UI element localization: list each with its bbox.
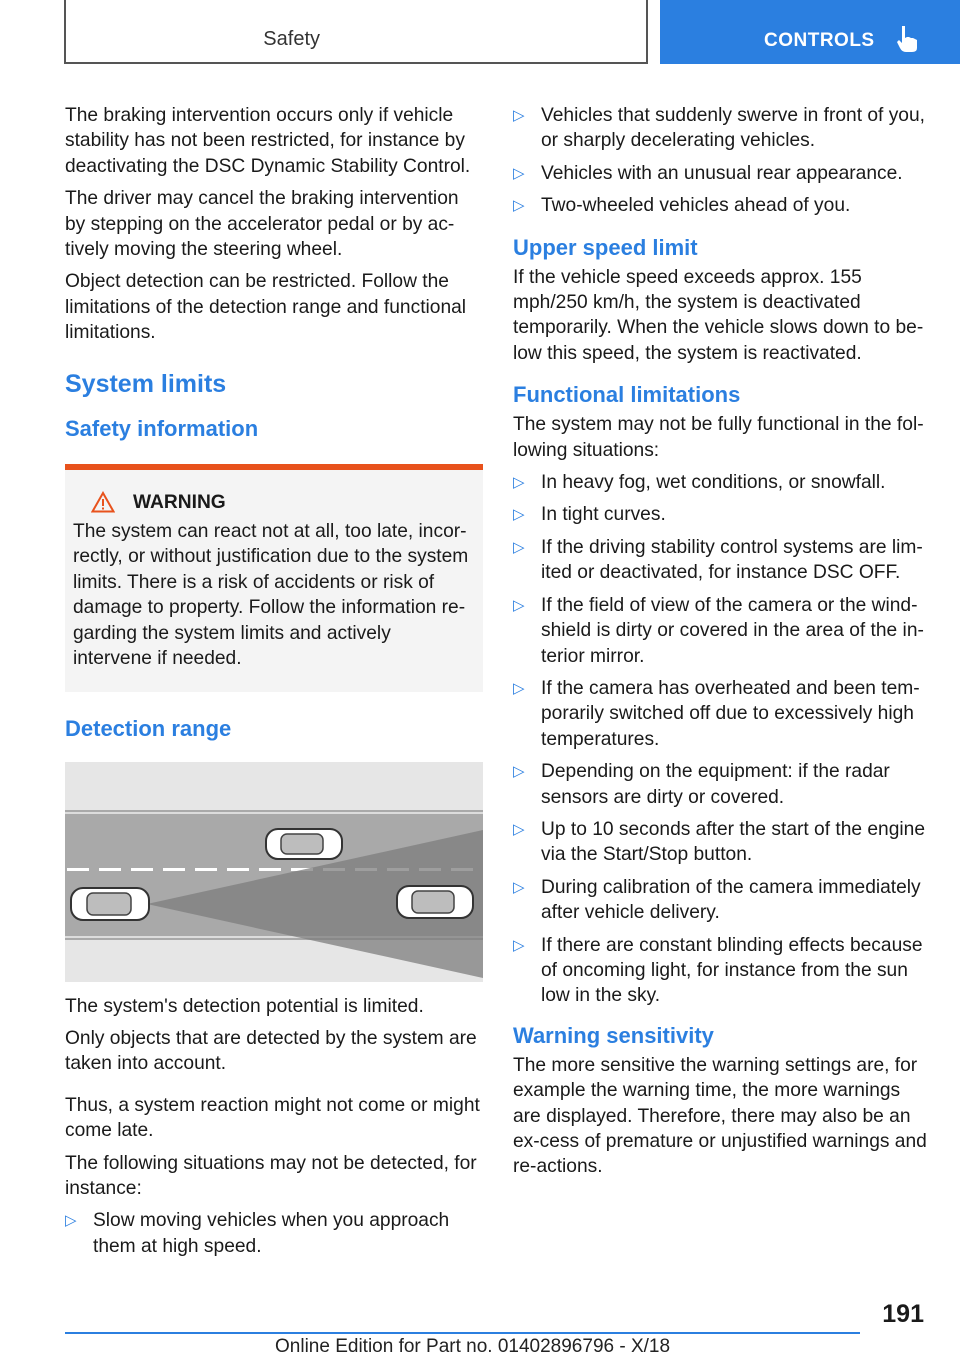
triangle-bullet-icon: ▷ (513, 197, 525, 215)
vehicle-ahead-left-lane (266, 829, 342, 859)
list-item: ▷ Vehicles that suddenly swerve in front of you, or sharply decelerating vehicles. (513, 105, 925, 152)
warning-header (73, 490, 473, 515)
detection-bullet-list (65, 1208, 483, 1259)
intro-paragraph: Object detection can be restricted. Follow the limitations of the detection range and functional limitations. (65, 271, 467, 344)
right-column (513, 103, 931, 1187)
triangle-bullet-icon: ▷ (513, 936, 525, 954)
list-item: ▷ Up to 10 seconds after the start of the engine via the Start/Stop button. (513, 818, 925, 866)
warning-triangle-icon (91, 491, 115, 513)
vehicle-own (71, 888, 149, 920)
vehicle-ahead-same-lane (397, 886, 473, 918)
header-frame (64, 0, 648, 64)
list-item: ▷ If the camera has overheated and been tem-porarily switched off due to excessively high temperatures. (513, 677, 920, 750)
detection-range-diagram (65, 762, 483, 982)
detection-paragraph: The system's detection potential is limited. (65, 995, 424, 1017)
intro-paragraph: The driver may cancel the braking intervention by stepping on the accelerator pedal or by ac-tively moving the steering wheel. (65, 188, 459, 261)
list-item: ▷ Vehicles with an unusual rear appearance. (513, 161, 931, 186)
list-item: ▷ Slow moving vehicles when you approach them at high speed. (65, 1210, 450, 1257)
triangle-bullet-icon: ▷ (513, 763, 525, 781)
warning-text: The system can react not at all, too late, incor-rectly, or without justification due to the system limits. There is a risk of accidents or risk of damage to property. Follow the information re-garding the system limits and actively intervene if needed. (73, 521, 469, 670)
hand-pointing-icon (896, 24, 920, 54)
detection-paragraph: Only objects that are detected by the system are taken into account. (65, 1027, 477, 1075)
triangle-bullet-icon: ▷ (513, 474, 525, 492)
triangle-bullet-icon: ▷ (513, 506, 525, 524)
detection-paragraph: Thus, a system reaction might not come or might come late. (65, 1094, 480, 1142)
footer-edition-text: Online Edition for Part no. 01402896796 - X/18 (275, 1336, 671, 1357)
list-item: ▷ Two-wheeled vehicles ahead of you. (513, 193, 931, 218)
triangle-bullet-icon: ▷ (513, 164, 525, 182)
triangle-bullet-icon: ▷ (513, 107, 525, 124)
detection-paragraph: The following situations may not be detected, for instance: (65, 1152, 477, 1199)
warning-sensitivity-heading: Warning sensitivity (513, 1022, 714, 1048)
list-item: ▷ During calibration of the camera immediately after vehicle delivery. (513, 876, 921, 924)
triangle-bullet-icon: ▷ (513, 538, 525, 556)
functional-limitations-intro: The system may not be fully functional in the fol-lowing situations: (513, 414, 924, 461)
detection-range-heading: Detection range (65, 715, 232, 741)
safety-information-heading: Safety information (65, 415, 259, 441)
upper-speed-limit-text: If the vehicle speed exceeds approx. 155 mph/250 km/h, the system is deactivated temporarily. When the vehicle slows down to be-low this speed, the system is reactivated. (513, 266, 924, 364)
warning-box (65, 464, 483, 692)
warning-sensitivity-text: The more sensitive the warning settings are, for example the warning time, the more warnings are displayed. Therefore, there may also be an ex-cess of premature or unjustified warnings and re-actions. (513, 1054, 927, 1178)
warning-title: WARNING (133, 491, 226, 513)
list-item: ▷ Depending on the equipment: if the radar sensors are dirty or covered. (513, 761, 890, 808)
footer-divider (65, 1332, 860, 1334)
header-chapter-label: CONTROLS (764, 30, 875, 51)
detection-bullet-list-continued (513, 103, 931, 219)
page-number: 191 (882, 1300, 924, 1328)
left-column (65, 103, 483, 1266)
triangle-bullet-icon: ▷ (513, 596, 525, 614)
upper-speed-limit-heading: Upper speed limit (513, 234, 698, 260)
list-item: ▷ If the field of view of the camera or the wind-shield is dirty or covered in the area of the in-terior mirror. (513, 594, 924, 667)
intro-paragraph: The braking intervention occurs only if vehicle stability has not been restricted, for instance by deactivating the DSC Dynamic Stability Control. (65, 105, 471, 177)
header-section-title: Safety (263, 28, 320, 50)
list-item: ▷ In heavy fog, wet conditions, or snowfall. (513, 470, 931, 495)
functional-limitations-list (513, 470, 931, 1009)
list-item: ▷ In tight curves. (513, 502, 931, 527)
system-limits-heading: System limits (65, 369, 227, 398)
header-chapter-tab[interactable] (660, 0, 960, 64)
triangle-bullet-icon: ▷ (65, 1212, 77, 1230)
triangle-bullet-icon: ▷ (513, 679, 525, 697)
functional-limitations-heading: Functional limitations (513, 382, 741, 408)
list-item: ▷ If there are constant blinding effects because of oncoming light, for instance from the sun low in the sky. (513, 934, 923, 1007)
triangle-bullet-icon: ▷ (513, 820, 525, 838)
detection-range-illustration (65, 762, 483, 982)
list-item: ▷ If the driving stability control systems are lim-ited or deactivated, for instance DSC OFF. (513, 536, 923, 584)
triangle-bullet-icon: ▷ (513, 878, 525, 896)
